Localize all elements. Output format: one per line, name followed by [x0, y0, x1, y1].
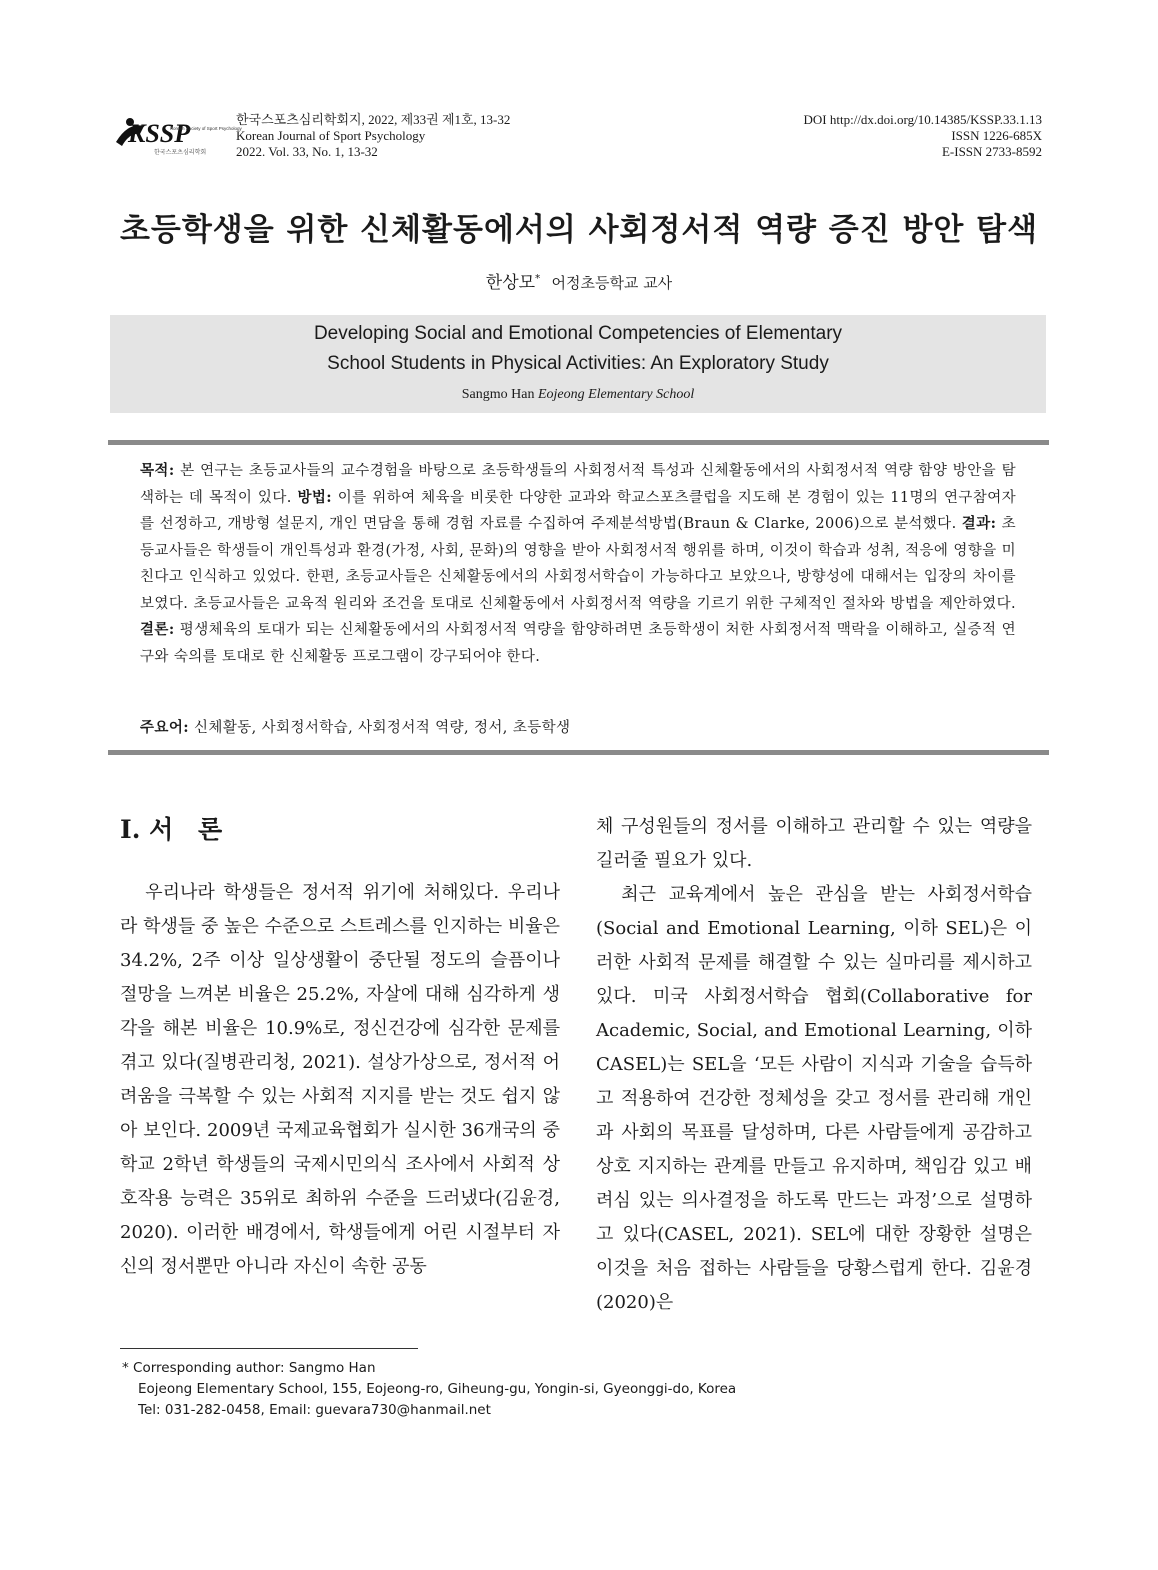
author-affiliation-en: Eojeong Elementary School: [537, 387, 695, 402]
journal-name-en: Korean Journal of Sport Psychology: [236, 128, 426, 143]
logo-subtext-ko: 한국스포츠심리학회: [154, 149, 207, 156]
abstract-bottom-divider: [108, 750, 1049, 755]
paper-title-en-line2: School Students in Physical Activities: An Exploratory Study: [327, 353, 829, 374]
author-name-ko: 한상모: [485, 273, 536, 293]
journal-header: [110, 112, 1042, 168]
keywords: [140, 716, 1016, 737]
author-line-en: [110, 387, 1046, 403]
abstract-purpose-label: 목적:: [140, 462, 175, 479]
journal-volume: 2022. Vol. 33, No. 1, 13-32: [236, 144, 378, 159]
abstract-method-label: 방법:: [297, 488, 333, 506]
abstract: [140, 458, 1016, 670]
eissn: E-ISSN 2733-8592: [941, 144, 1042, 159]
logo-subtext-en: Korean Society of Sport Psychology: [170, 126, 242, 131]
author-affiliation-ko: 어정초등학교 교사: [551, 274, 673, 292]
intro-paragraph-2: 최근 교육계에서 높은 관심을 받는 사회정서학습(Social and Emotional Learning, 이하 SEL)은 이러한 사회적 문제를 해결할 수 있는 실마리를 제시하고 있다. 미국 사회정서학습 협회(Collaborative for Academic, Social, and Emotional Learning, 이하 CASEL)는 SEL을 ‘모든 사람이 지식과 기술을 습득하고 적용하여 건강한 정체성을 갖고 정서를 관리해 개인과 사회의 목표를 달성하며, 다른 사람들에게 공감하고 상호 지지하는 관계를 만들고 유지하며, 책임감 있고 배려심 있는 의사결정을 하도록 만드는 과정’으로 설명하고 있다(CASEL, 2021). SEL에 대한 장황한 설명은 이것을 처음 접하는 사람들을 당황스럽게 한다. 김윤경(2020)은: [596, 884, 1032, 1313]
section-heading-introduction: [120, 810, 560, 850]
footnote-author: * Corresponding author: Sangmo Han: [122, 1360, 376, 1376]
corresponding-author-footnote: [122, 1358, 736, 1421]
abstract-result: 초등교사들은 학생들이 개인특성과 환경(가정, 사회, 문화)의 영향을 받아 사회정서적 행위를 하며, 이것이 학습과 성취, 적응에 영향을 미친다고 인식하고 있었다. 한편, 초등교사들은 신체활동에서의 사회정서학습이 가능하다고 보았으나, 방향성에 대해서는 입장의 차이를 보였다. 초등교사들은 교육적 원리와 조건을 토대로 신체활동에서 사회정서적 역량을 기르기 위한 구체적인 절차와 방법을 제안하였다.: [140, 516, 1016, 612]
issn: ISSN 1226-685X: [951, 128, 1042, 143]
body-column-left: [120, 810, 560, 1284]
intro-paragraph-1-continued: 체 구성원들의 정서를 이해하고 관리할 수 있는 역량을 길러줄 필요가 있다.: [596, 816, 1032, 871]
keywords-label: 주요어:: [140, 719, 189, 736]
english-title-box: [110, 315, 1046, 413]
journal-info: [236, 112, 510, 160]
kssp-logo: [110, 112, 242, 162]
doi-link[interactable]: DOI http://dx.doi.org/10.14385/KSSP.33.1.13: [803, 112, 1042, 127]
abstract-conclusion: 평생체육의 토대가 되는 신체활동에서의 사회정서적 역량을 함양하려면 초등학생이 처한 사회정서적 맥락을 이해하고, 실증적 연구와 숙의를 토대로 한 신체활동 프로그램이 강구되어야 한다.: [140, 622, 1016, 665]
abstract-method: 이를 위하여 체육을 비롯한 다양한 교과와 학교스포츠클럽을 지도해 본 경험이 있는 11명의 연구참여자를 선정하고, 개방형 설문지, 개인 면담을 통해 경험 자료를 수집하여 주제분석방법(Braun & Clarke, 2006)으로 분석했다.: [140, 489, 1017, 532]
kssp-logo-graphic: [110, 112, 242, 162]
abstract-purpose: 본 연구는 초등교사들의 교수경험을 바탕으로 초등학생들의 사회정서적 특성과 신체활동에서의 사회정서적 역량 함양 방안을 탐색하는 데 목적이 있다.: [140, 463, 1016, 506]
keywords-list: 신체활동, 사회정서학습, 사회정서적 역량, 정서, 초등학생: [194, 720, 571, 736]
logo-text: KSSP: [128, 119, 191, 148]
footnote-divider: [120, 1348, 418, 1349]
footnote-contact: Tel: 031-282-0458, Email: guevara730@hanmail.net: [138, 1402, 491, 1418]
footnote-address: Eojeong Elementary School, 155, Eojeong-ro, Giheung-gu, Yongin-si, Gyeonggi-do, Korea: [138, 1381, 737, 1397]
section-number: I.: [120, 815, 141, 844]
journal-name-ko: 한국스포츠심리학회지, 2022, 제33권 제1호, 13-32: [236, 112, 511, 127]
publication-ids: [804, 112, 1042, 160]
intro-paragraph-1: 우리나라 학생들은 정서적 위기에 처해있다. 우리나라 학생들 중 높은 수준으로 스트레스를 인지하는 비율은 34.2%, 2주 이상 일상생활이 중단될 정도의 슬픔이나 절망을 느껴본 비율은 25.2%, 자살에 대해 심각하게 생각을 해본 비율은 10.9%로, 정신건강에 심각한 문제를 겪고 있다(질병관리청, 2021). 설상가상으로, 정서적 어려움을 극복할 수 있는 사회적 지지를 받는 것도 쉽지 않아 보인다. 2009년 국제교육협회가 실시한 36개국의 중학교 2학년 학생들의 국제시민의식 조사에서 사회적 상호작용 능력은 35위로 최하위 수준을 드러냈다(김윤경, 2020). 이러한 배경에서, 학생들에게 어린 시절부터 자신의 정서뿐만 아니라 자신이 속한 공동: [120, 882, 560, 1277]
paper-title-ko: 초등학생을 위한 신체활동에서의 사회정서적 역량 증진 방안 탐색: [119, 212, 1039, 248]
abstract-top-divider: [108, 440, 1049, 445]
section-title: 서 론: [149, 815, 231, 844]
paper-title-en-line1: Developing Social and Emotional Competencies of Elementary: [313, 323, 843, 344]
body-column-right: [596, 810, 1032, 1320]
author-name-en: Sangmo Han: [461, 387, 535, 402]
abstract-conclusion-label: 결론:: [140, 621, 175, 638]
corresponding-mark: *: [535, 273, 541, 285]
abstract-result-label: 결과:: [961, 515, 997, 532]
author-line-ko: [0, 268, 1158, 293]
